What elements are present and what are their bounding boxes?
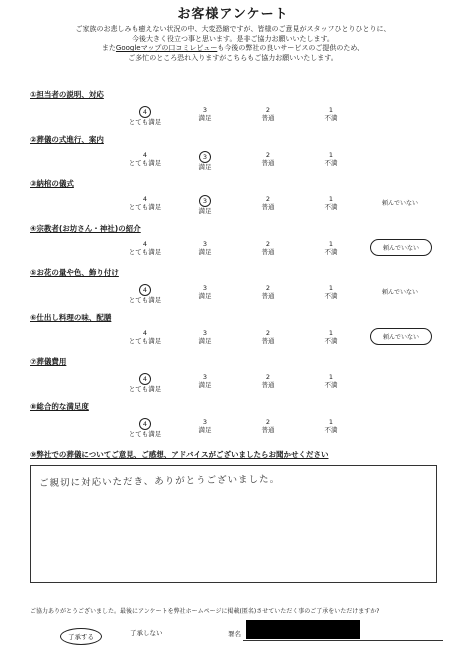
question-8-option-4[interactable] bbox=[115, 418, 175, 438]
option-label: 普通 bbox=[261, 158, 275, 167]
question-1-option-4[interactable] bbox=[115, 106, 175, 126]
option-number: 2 bbox=[265, 284, 271, 292]
question-1-option-1[interactable] bbox=[301, 106, 361, 122]
question-7-option-2[interactable] bbox=[238, 373, 298, 389]
question-9-label: ⑨弊社での葬儀についてご意見、ご感想、アドバイスがございましたらお聞かせください bbox=[30, 450, 329, 459]
option-label: 満足 bbox=[198, 247, 212, 256]
option-label: とても満足 bbox=[128, 118, 162, 126]
intro-line-3-post: も今後の弊社の良いサービスのご提供のため、 bbox=[217, 44, 365, 52]
intro-text bbox=[20, 25, 446, 63]
option-label: とても満足 bbox=[128, 203, 162, 211]
option-number: 4 bbox=[142, 195, 148, 203]
option-label: 普通 bbox=[261, 425, 275, 434]
option-number: 3 bbox=[199, 151, 211, 163]
question-7-option-4[interactable] bbox=[115, 373, 175, 393]
question-4-option-4[interactable] bbox=[115, 240, 175, 256]
question-3-option-3[interactable] bbox=[175, 195, 235, 215]
option-number: 1 bbox=[328, 106, 334, 114]
question-7-label: ⑦葬儀費用 bbox=[30, 357, 67, 366]
question-2-option-1[interactable] bbox=[301, 151, 361, 167]
question-8-option-1[interactable] bbox=[301, 418, 361, 434]
question-8-option-2[interactable] bbox=[238, 418, 298, 434]
option-label: とても満足 bbox=[128, 336, 162, 345]
footer-note: ご協力ありがとうございました。最後にアンケートを弊社ホームページに掲載(匿名)させていただく事のご了承をいただけますか? bbox=[30, 608, 380, 615]
intro-line-1: ご家族のお悲しみも癒えない状況の中、大変恐縮ですが、皆様のご意見がスタッフひとりひとりに、 bbox=[75, 25, 391, 33]
option-label: 満足 bbox=[198, 336, 212, 345]
option-number: 4 bbox=[142, 150, 148, 159]
intro-line-4: ご多忙のところ恐れ入りますがこちらもご協力お願いいたします。 bbox=[128, 53, 338, 62]
option-label: とても満足 bbox=[128, 385, 162, 393]
option-label: 普通 bbox=[261, 247, 275, 256]
option-number: 1 bbox=[328, 195, 334, 203]
consent-yes-option[interactable]: 了承する bbox=[60, 628, 102, 645]
question-3-not-requested[interactable]: 頼んでいない bbox=[381, 200, 418, 207]
question-4-option-2[interactable] bbox=[238, 240, 298, 256]
option-number: 2 bbox=[265, 239, 271, 248]
question-6-option-3[interactable] bbox=[175, 329, 235, 345]
question-4-label: ④宗教者(お坊さん・神社)の紹介 bbox=[30, 223, 141, 233]
option-number: 4 bbox=[139, 106, 151, 118]
question-6-option-4[interactable] bbox=[115, 329, 175, 345]
question-3-option-1[interactable] bbox=[301, 195, 361, 211]
question-8-label: ⑧総合的な満足度 bbox=[30, 401, 89, 411]
option-number: 4 bbox=[139, 373, 151, 385]
option-label: 不満 bbox=[324, 203, 338, 211]
option-label: とても満足 bbox=[128, 429, 162, 438]
comment-text: ご親切に対応いただき、ありがとうございました。 bbox=[38, 473, 281, 490]
option-number: 3 bbox=[202, 239, 208, 248]
question-8-option-3[interactable] bbox=[175, 418, 235, 434]
option-number: 2 bbox=[265, 195, 271, 203]
intro-line-3 bbox=[20, 44, 446, 54]
option-label: 満足 bbox=[198, 162, 212, 171]
option-label: 不満 bbox=[324, 292, 338, 300]
option-label: 普通 bbox=[261, 292, 275, 300]
question-2-label: ②葬儀の式進行、案内 bbox=[30, 134, 104, 144]
option-label: 不満 bbox=[324, 381, 338, 389]
option-number: 4 bbox=[142, 239, 148, 248]
option-number: 1 bbox=[328, 239, 334, 248]
option-label: とても満足 bbox=[128, 296, 162, 304]
option-number: 4 bbox=[142, 328, 148, 337]
option-number: 3 bbox=[199, 195, 211, 207]
question-5-not-requested[interactable]: 頼んでいない bbox=[381, 289, 418, 296]
option-label: 満足 bbox=[198, 292, 212, 300]
question-4-option-1[interactable] bbox=[301, 240, 361, 256]
option-number: 3 bbox=[202, 373, 208, 381]
option-number: 1 bbox=[328, 373, 334, 381]
option-number: 3 bbox=[202, 328, 208, 337]
question-5-option-1[interactable] bbox=[301, 284, 361, 300]
option-label: 満足 bbox=[198, 425, 212, 434]
option-label: 普通 bbox=[261, 336, 275, 345]
question-7-option-1[interactable] bbox=[301, 373, 361, 389]
page-title: お客様アンケート bbox=[177, 7, 289, 22]
option-label: 普通 bbox=[261, 381, 275, 389]
option-label: 満足 bbox=[198, 114, 212, 122]
question-7-option-3[interactable] bbox=[175, 373, 235, 389]
question-6-option-2[interactable] bbox=[238, 329, 298, 345]
option-label: とても満足 bbox=[128, 158, 162, 167]
option-label: 普通 bbox=[261, 114, 275, 122]
option-number: 2 bbox=[265, 106, 271, 114]
question-1-option-2[interactable] bbox=[238, 106, 298, 122]
option-number: 1 bbox=[328, 417, 334, 426]
option-number: 4 bbox=[139, 418, 151, 430]
consent-no-option[interactable]: 了承しない bbox=[130, 629, 163, 637]
option-label: 満足 bbox=[198, 381, 212, 389]
option-number: 2 bbox=[265, 373, 271, 381]
signature-label: 署名 bbox=[228, 630, 241, 638]
question-2-option-2[interactable] bbox=[238, 151, 298, 167]
question-2-option-3[interactable] bbox=[175, 151, 235, 171]
option-label: 不満 bbox=[324, 336, 338, 345]
question-6-option-1[interactable] bbox=[301, 329, 361, 345]
option-number: 4 bbox=[139, 284, 151, 296]
option-number: 3 bbox=[202, 284, 208, 292]
question-3-option-2[interactable] bbox=[238, 195, 298, 211]
option-label: 不満 bbox=[324, 114, 338, 122]
option-number: 2 bbox=[265, 328, 271, 337]
signature-redaction bbox=[246, 620, 360, 639]
question-3-label: ③納棺の儀式 bbox=[30, 179, 74, 188]
question-3-option-4[interactable] bbox=[115, 195, 175, 211]
question-5-option-3[interactable] bbox=[175, 284, 235, 300]
question-5-option-4[interactable] bbox=[115, 284, 175, 304]
option-label: 不満 bbox=[324, 425, 338, 434]
question-1-label: ①担当者の説明、対応 bbox=[30, 90, 104, 99]
option-number: 1 bbox=[328, 328, 334, 337]
option-number: 3 bbox=[202, 106, 208, 114]
option-number: 2 bbox=[265, 150, 271, 159]
google-maps-review-link[interactable]: Googleマップの口コミレビュー bbox=[115, 44, 218, 52]
option-label: 満足 bbox=[198, 207, 212, 215]
option-number: 1 bbox=[328, 150, 334, 159]
question-6-label: ⑥仕出し料理の味、配膳 bbox=[30, 312, 112, 322]
option-number: 2 bbox=[265, 417, 271, 426]
intro-line-2: 今後大きく役立つ事と思います。是非ご協力お願いいたします。 bbox=[132, 34, 334, 43]
question-2-option-4[interactable] bbox=[115, 151, 175, 167]
option-label: 普通 bbox=[261, 203, 275, 211]
question-6-not-requested[interactable]: 頼んでいない bbox=[370, 328, 432, 345]
comment-box[interactable] bbox=[30, 465, 437, 583]
question-1-option-3[interactable] bbox=[175, 106, 235, 122]
question-5-label: ⑤お花の量や色、飾り付け bbox=[30, 268, 119, 277]
question-5-option-2[interactable] bbox=[238, 284, 298, 300]
option-label: 不満 bbox=[324, 158, 338, 167]
signature-line bbox=[243, 640, 443, 641]
question-4-option-3[interactable] bbox=[175, 240, 235, 256]
question-4-not-requested[interactable]: 頼んでいない bbox=[370, 239, 432, 256]
option-number: 1 bbox=[328, 284, 334, 292]
intro-line-3-pre: また bbox=[101, 44, 116, 52]
option-label: 不満 bbox=[324, 247, 338, 256]
option-number: 3 bbox=[202, 417, 208, 426]
option-label: とても満足 bbox=[128, 247, 162, 256]
